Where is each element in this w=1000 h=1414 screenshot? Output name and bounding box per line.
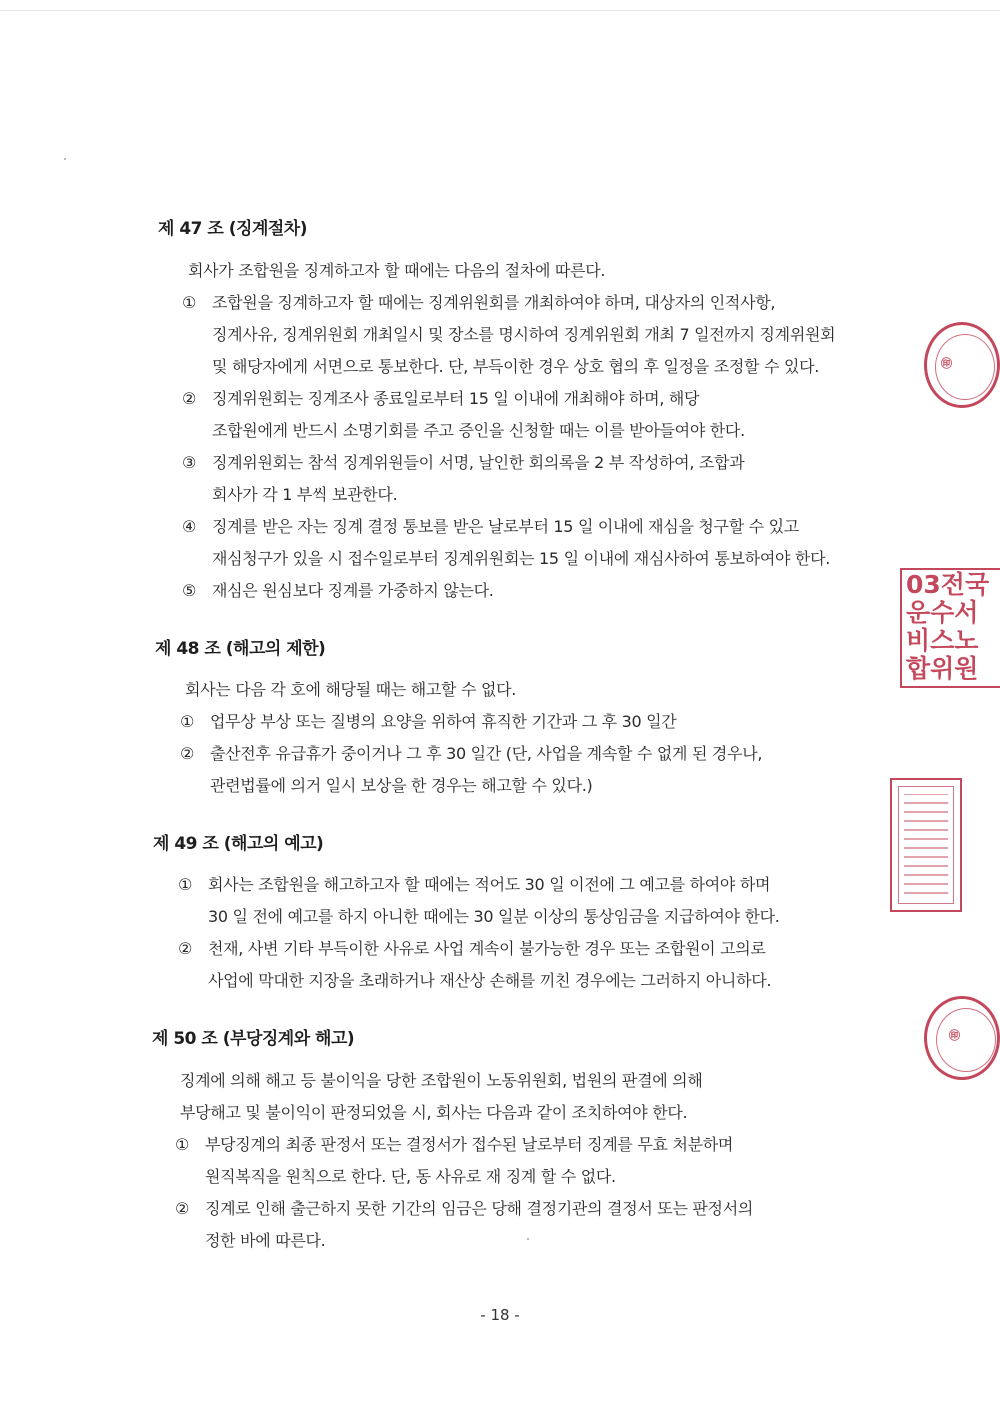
article-49-heading: 제 49 조 (해고의 예고) bbox=[153, 834, 324, 854]
article-47-item-4-line-2: 재심청구가 있을 시 접수일로부터 징계위원회는 15 일 이내에 재심사하여 통보하여야 한다. bbox=[212, 549, 831, 568]
article-47-item-2-line-1: ② 징계위원회는 징계조사 종료일로부터 15 일 이내에 개최해야 하며, 해당 bbox=[182, 389, 700, 408]
top-edge-line bbox=[0, 10, 1000, 11]
article-47-item-1-line-3: 및 해당자에게 서면으로 통보한다. 단, 부득이한 경우 상호 협의 후 일정을 조정할 수 있다. bbox=[212, 357, 820, 376]
scan-speck bbox=[527, 1238, 529, 1240]
article-48-intro: 회사는 다음 각 호에 해당될 때는 해고할 수 없다. bbox=[185, 680, 517, 699]
article-47-item-5-line-1: ⑤ 재심은 원심보다 징계를 가중하지 않는다. bbox=[182, 581, 494, 600]
article-49-item-1-line-2: 30 일 전에 예고를 하지 아니한 때에는 30 일분 이상의 통상임금을 지급하여야 한다. bbox=[208, 907, 780, 926]
article-47-item-2-line-2: 조합원에게 반드시 소명기회를 주고 증인을 신청할 때는 이를 받아들여야 한다. bbox=[212, 421, 745, 440]
article-48-item-2-line-1: ② 출산전후 유급휴가 중이거나 그 후 30 일간 (단, 사업을 계속할 수 없게 된 경우나, bbox=[180, 744, 763, 763]
article-50-item-2-line-1: ② 징계로 인해 출근하지 못한 기간의 임금은 당해 결정기관의 결정서 또는 판정서의 bbox=[175, 1199, 754, 1218]
article-49-item-2-line-2: 사업에 막대한 지장을 초래하거나 재산상 손해를 끼친 경우에는 그러하지 아니하다. bbox=[208, 971, 772, 990]
article-48-item-2-line-2: 관련법률에 의거 일시 보상을 한 경우는 해고할 수 있다.) bbox=[210, 776, 593, 795]
square-seal-stamp bbox=[890, 778, 962, 912]
rect-stamp-line-4: 합위원 bbox=[906, 654, 979, 683]
scan-speck bbox=[64, 158, 66, 160]
article-47-item-3-line-2: 회사가 각 1 부씩 보관한다. bbox=[212, 485, 398, 504]
round-seal-stamp-top: ㊞ bbox=[924, 322, 1000, 408]
round-seal-stamp-bottom: ㊞ bbox=[924, 996, 1000, 1080]
article-50-item-2-line-2: 정한 바에 따른다. bbox=[205, 1231, 326, 1250]
article-47-item-1-line-2: 징계사유, 징계위원회 개최일시 및 장소를 명시하여 징계위원회 개최 7 일전까지 징계위원회 bbox=[212, 325, 836, 344]
article-47-item-1-line-1: ① 조합원을 징계하고자 할 때에는 징계위원회를 개최하여야 하며, 대상자의 인적사항, bbox=[182, 293, 776, 312]
article-48-heading: 제 48 조 (해고의 제한) bbox=[155, 639, 326, 659]
article-47-item-4-line-1: ④ 징계를 받은 자는 징계 결정 통보를 받은 날로부터 15 일 이내에 재심을 청구할 수 있고 bbox=[182, 517, 799, 536]
article-47-item-3-line-1: ③ 징계위원회는 참석 징계위원들이 서명, 날인한 회의록을 2 부 작성하여, 조합과 bbox=[182, 453, 745, 472]
article-47-intro: 회사가 조합원을 징계하고자 할 때에는 다음의 절차에 따른다. bbox=[188, 261, 606, 280]
page-number: - 18 - bbox=[480, 1306, 520, 1324]
article-47-heading: 제 47 조 (징계절차) bbox=[158, 219, 307, 239]
article-50-intro-line-1: 징계에 의해 해고 등 불이익을 당한 조합원이 노동위원회, 법원의 판결에 의해 bbox=[180, 1071, 703, 1090]
article-50-item-1-line-1: ① 부당징계의 최종 판정서 또는 결정서가 접수된 날로부터 징계를 무효 처분하며 bbox=[175, 1135, 734, 1154]
rect-stamp-line-3: 비스노 bbox=[906, 626, 979, 655]
article-48-item-1-line-1: ① 업무상 부상 또는 질병의 요양을 위하여 휴직한 기간과 그 후 30 일간 bbox=[180, 712, 677, 731]
rectangular-seal-stamp bbox=[900, 568, 1000, 692]
article-50-intro-line-2: 부당해고 및 불이익이 판정되었을 시, 회사는 다음과 같이 조치하여야 한다. bbox=[180, 1103, 688, 1122]
article-50-item-1-line-2: 원직복직을 원칙으로 한다. 단, 동 사유로 재 징계 할 수 없다. bbox=[205, 1167, 616, 1186]
article-50-heading: 제 50 조 (부당징계와 해고) bbox=[152, 1029, 355, 1049]
article-49-item-2-line-1: ② 천재, 사변 기타 부득이한 사유로 사업 계속이 불가능한 경우 또는 조합원이 고의로 bbox=[178, 939, 766, 958]
rect-stamp-line-1: 03전국 bbox=[906, 570, 990, 599]
rect-stamp-line-2: 운수서 bbox=[906, 598, 979, 627]
article-49-item-1-line-1: ① 회사는 조합원을 해고하고자 할 때에는 적어도 30 일 이전에 그 예고를 하여야 하며 bbox=[178, 875, 771, 894]
